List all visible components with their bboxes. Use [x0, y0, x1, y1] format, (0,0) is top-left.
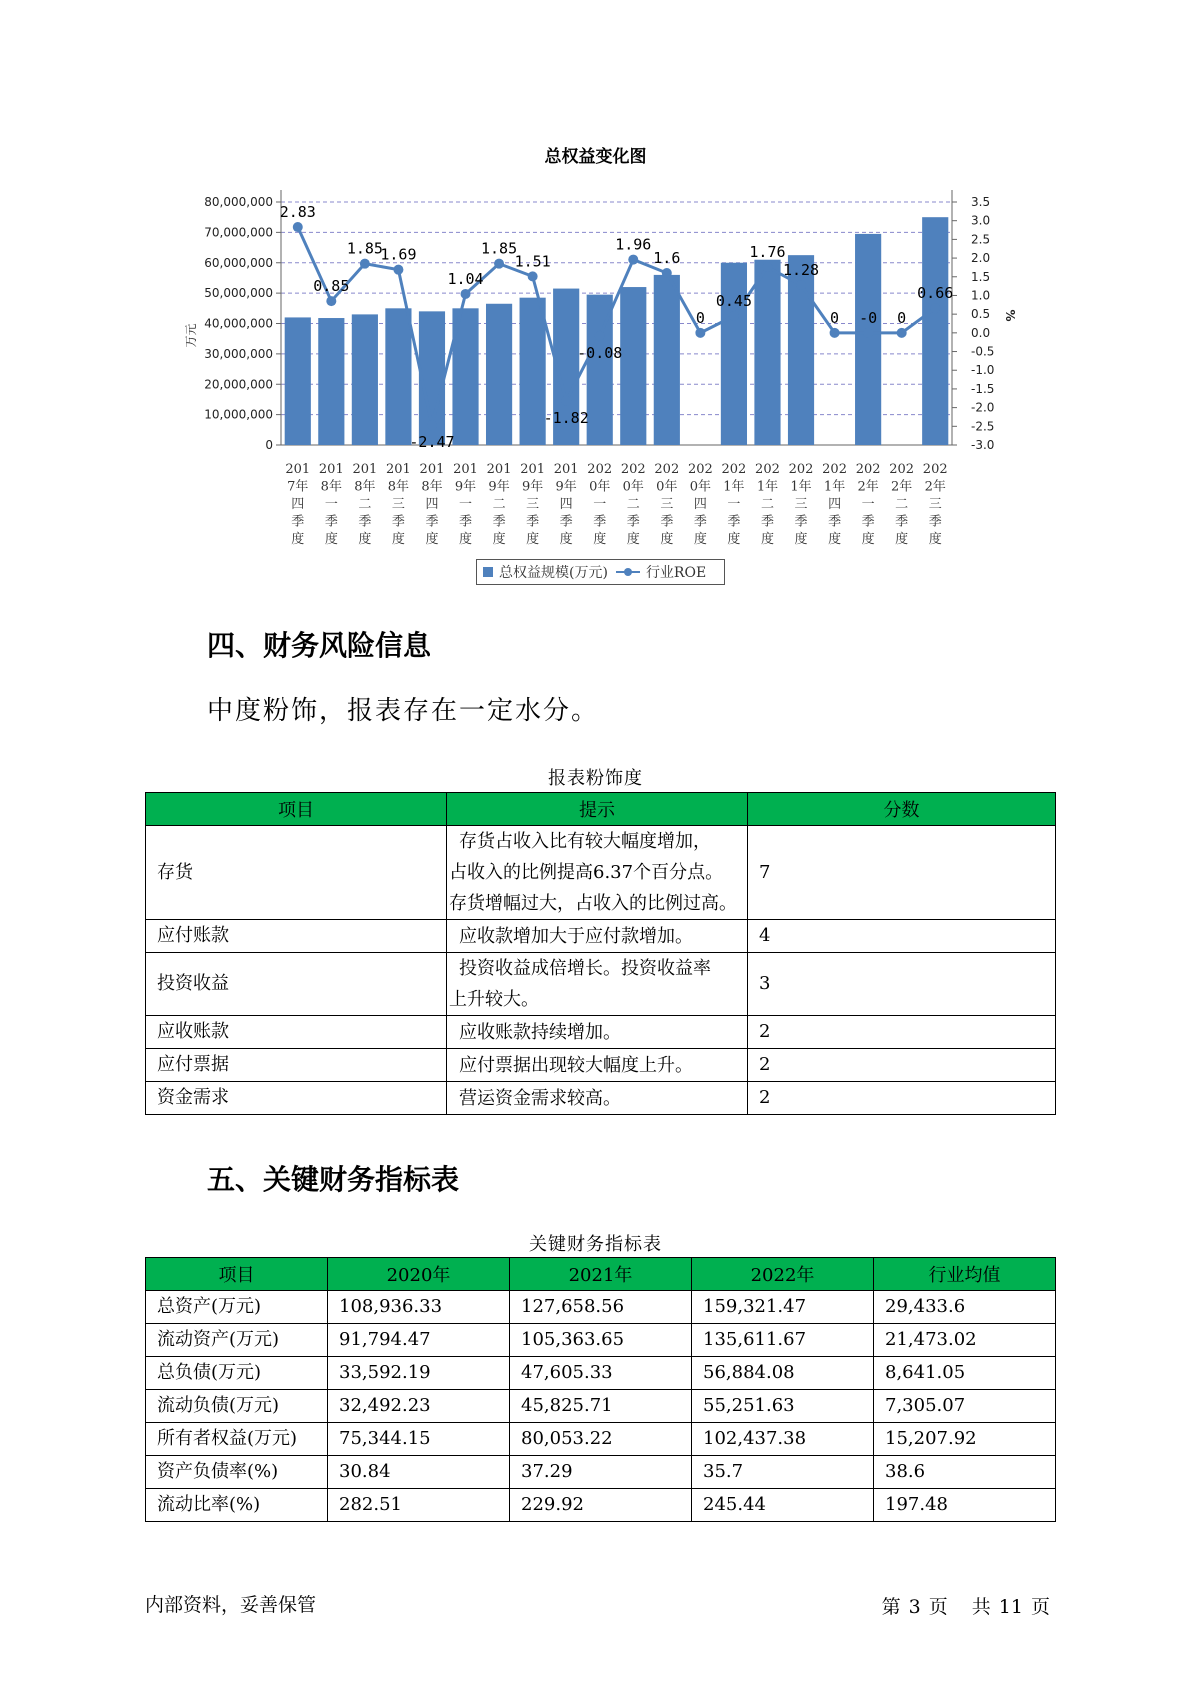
equity-chart	[0, 0, 1191, 560]
risk-hint	[447, 1049, 748, 1082]
y-tick-label: 70,000,000	[204, 225, 273, 240]
roe-point	[695, 328, 705, 338]
kpi-row	[146, 1423, 1056, 1456]
bar	[654, 275, 680, 445]
y2-tick-label: -3.0	[971, 438, 995, 452]
risk-hint	[447, 826, 748, 920]
bar	[922, 217, 948, 445]
kpi-value: 135,611.67	[692, 1324, 874, 1357]
roe-point	[393, 265, 403, 275]
risk-item: 资金需求	[146, 1082, 447, 1115]
bar	[385, 308, 411, 445]
y2-tick-label: -0.5	[971, 344, 995, 359]
risk-item: 存货	[146, 826, 447, 920]
page-num: 3	[908, 1596, 921, 1618]
kpi-item: 流动资产(万元)	[146, 1324, 328, 1357]
total-prefix: 共	[971, 1596, 991, 1618]
roe-data-label: 1.6	[653, 249, 681, 268]
roe-data-label: 2.83	[279, 203, 316, 222]
roe-point	[494, 259, 504, 269]
kpi-value: 127,658.56	[510, 1291, 692, 1324]
bar	[620, 287, 646, 445]
roe-data-label: 0.85	[313, 277, 350, 296]
roe-point	[762, 262, 772, 272]
risk-header-hint: 提示	[447, 793, 748, 826]
roe-data-label: 0.66	[917, 284, 954, 303]
risk-item: 应收账款	[146, 1016, 447, 1049]
kpi-value: 47,605.33	[510, 1357, 692, 1390]
kpi-value: 56,884.08	[692, 1357, 874, 1390]
y2-tick-label: 2.5	[971, 232, 991, 247]
roe-point	[360, 259, 370, 269]
roe-data-label: -1.82	[543, 408, 589, 427]
x-tick-label: 202 2年三季度	[922, 462, 948, 547]
risk-summary: 中度粉饰，报表存在一定水分。	[207, 696, 600, 726]
kpi-value: 80,053.22	[510, 1423, 692, 1456]
risk-hint	[447, 920, 748, 953]
roe-data-label: 1.96	[615, 235, 652, 254]
roe-data-label: 0	[830, 308, 840, 327]
kpi-value: 33,592.19	[328, 1357, 510, 1390]
kpi-value: 229.92	[510, 1489, 692, 1522]
kpi-item: 资产负债率(%)	[146, 1456, 328, 1489]
y-tick-label: 50,000,000	[204, 286, 273, 301]
legend-line-label: 行业ROE	[645, 565, 707, 581]
bar	[721, 263, 747, 445]
roe-point	[897, 328, 907, 338]
roe-point	[830, 328, 840, 338]
risk-hint-line: 存货占收入比有较大幅度增加，	[459, 831, 711, 852]
roe-data-label: 1.85	[346, 239, 383, 258]
legend-bar-swatch	[483, 567, 493, 577]
roe-point	[326, 296, 336, 306]
roe-point	[427, 420, 437, 430]
risk-score: 2	[748, 1082, 1056, 1115]
roe-point	[662, 268, 672, 278]
y-tick-label: 10,000,000	[204, 407, 273, 422]
y-tick-label: 0	[265, 438, 273, 452]
kpi-value: 159,321.47	[692, 1291, 874, 1324]
kpi-value: 55,251.63	[692, 1390, 874, 1423]
risk-score: 3	[748, 953, 1056, 1016]
y2-tick-label: 3.5	[971, 195, 991, 209]
kpi-header-2021: 2021年	[510, 1258, 692, 1291]
kpi-value: 102,437.38	[692, 1423, 874, 1456]
risk-hint	[447, 953, 748, 1016]
page-prefix: 第	[881, 1596, 901, 1618]
kpi-header-item: 项目	[146, 1258, 328, 1291]
kpi-value: 75,344.15	[328, 1423, 510, 1456]
risk-score: 2	[748, 1049, 1056, 1082]
risk-score: 2	[748, 1016, 1056, 1049]
roe-point	[930, 303, 940, 313]
x-tick-label: 201 7年四季度	[285, 462, 311, 547]
kpi-item: 流动比率(%)	[146, 1489, 328, 1522]
bar	[520, 298, 546, 445]
kpi-value: 8,641.05	[874, 1357, 1056, 1390]
roe-data-label: 1.28	[782, 260, 820, 279]
y2-tick-label: 1.5	[971, 269, 991, 284]
bar	[855, 234, 881, 445]
kpi-header-2022: 2022年	[692, 1258, 874, 1291]
risk-row	[146, 1016, 1056, 1049]
kpi-value: 37.29	[510, 1456, 692, 1489]
risk-item: 应付账款	[146, 920, 447, 953]
y2-tick-label: -1.5	[971, 381, 995, 396]
x-tick-label: 202 2年一季度	[855, 462, 881, 547]
y-tick-label: 40,000,000	[204, 316, 273, 331]
kpi-value: 35.7	[692, 1456, 874, 1489]
roe-data-label: 1.85	[481, 239, 518, 258]
risk-row	[146, 1082, 1056, 1115]
kpi-value: 45,825.71	[510, 1390, 692, 1423]
bar	[486, 304, 512, 445]
x-tick-label: 202 0年二季度	[620, 462, 646, 547]
x-tick-label: 201 8年四季度	[419, 462, 445, 547]
risk-hint-line: 存货增幅过大，占收入的比例过高。	[449, 893, 737, 914]
risk-row	[146, 826, 1056, 920]
bar	[754, 260, 780, 445]
risk-hint-line: 投资收益成倍增长。投资收益率	[459, 958, 711, 979]
roe-data-label: 1.76	[749, 243, 786, 262]
kpi-item: 总资产(万元)	[146, 1291, 328, 1324]
risk-table-caption: 报表粉饰度	[548, 768, 643, 789]
y2-tick-label: 0.5	[971, 307, 991, 322]
roe-point	[293, 222, 303, 232]
x-tick-label: 202 0年四季度	[687, 462, 713, 547]
kpi-row	[146, 1357, 1056, 1390]
bar	[352, 314, 378, 445]
roe-data-label: -0.08	[577, 343, 623, 362]
y-tick-label: 30,000,000	[204, 346, 273, 361]
kpi-value: 108,936.33	[328, 1291, 510, 1324]
risk-hint-line: 应收款增加大于应付款增加。	[459, 925, 693, 947]
legend-bar-label: 总权益规模(万元)	[499, 565, 608, 581]
kpi-row	[146, 1489, 1056, 1522]
x-tick-label: 201 9年二季度	[486, 462, 512, 547]
risk-hint-line: 占收入的比例提高6.37个百分点。	[449, 862, 724, 883]
kpi-row	[146, 1291, 1056, 1324]
roe-point	[628, 255, 638, 265]
roe-data-label: 1.69	[380, 245, 417, 264]
roe-data-label: 1.04	[447, 269, 484, 288]
total-num: 11	[998, 1596, 1023, 1618]
kpi-row	[146, 1456, 1056, 1489]
risk-hint-line: 应收账款持续增加。	[459, 1021, 621, 1043]
risk-row	[146, 953, 1056, 1016]
roe-data-label: 0	[695, 308, 705, 327]
risk-table	[145, 792, 1056, 1115]
y2-tick-label: -2.5	[971, 419, 995, 434]
chart-legend	[476, 559, 725, 585]
y2-tick-label: -2.0	[971, 400, 995, 415]
roe-data-label: 1.51	[514, 252, 551, 271]
kpi-item: 总负债(万元)	[146, 1357, 328, 1390]
roe-point	[561, 396, 571, 406]
kpi-table-caption: 关键财务指标表	[529, 1234, 662, 1255]
risk-hint-line: 应付票据出现较大幅度上升。	[459, 1054, 693, 1076]
roe-point	[528, 271, 538, 281]
section4-heading: 四、财务风险信息	[207, 629, 432, 662]
risk-hint	[447, 1016, 748, 1049]
roe-point	[796, 280, 806, 290]
kpi-value: 7,305.07	[874, 1390, 1056, 1423]
risk-hint	[447, 1082, 748, 1115]
legend-line-swatch	[616, 567, 640, 577]
risk-row	[146, 1049, 1056, 1082]
kpi-header-2020: 2020年	[328, 1258, 510, 1291]
roe-point	[461, 289, 471, 299]
y-tick-label: 80,000,000	[204, 195, 273, 209]
roe-point	[595, 331, 605, 341]
risk-item: 应付票据	[146, 1049, 447, 1082]
kpi-value: 32,492.23	[328, 1390, 510, 1423]
roe-data-label: -2.47	[409, 433, 455, 452]
kpi-item: 所有者权益(万元)	[146, 1423, 328, 1456]
y2-tick-label: 0.0	[971, 325, 991, 340]
y2-tick-label: 1.0	[971, 288, 991, 303]
risk-hint-line: 营运资金需求较高。	[459, 1087, 621, 1109]
y2-tick-label: -1.0	[971, 363, 995, 378]
x-tick-label: 202 1年四季度	[822, 462, 847, 547]
page-unit: 页	[928, 1596, 948, 1618]
kpi-value: 197.48	[874, 1489, 1056, 1522]
kpi-value: 245.44	[692, 1489, 874, 1522]
risk-score: 4	[748, 920, 1056, 953]
roe-data-label: 0	[897, 308, 907, 327]
x-tick-label: 201 8年二季度	[352, 462, 378, 547]
kpi-value: 21,473.02	[874, 1324, 1056, 1357]
x-tick-label: 202 1年三季度	[788, 462, 814, 547]
footer-confidential: 内部资料，妥善保管	[145, 1594, 317, 1616]
kpi-table	[145, 1257, 1056, 1522]
risk-header-item: 项目	[146, 793, 447, 826]
y2-axis-title: %	[1003, 309, 1017, 322]
risk-header-score: 分数	[748, 793, 1056, 826]
risk-item: 投资收益	[146, 953, 447, 1016]
roe-point	[729, 311, 739, 321]
y2-tick-label: 3.0	[971, 213, 991, 228]
x-tick-label: 201 9年四季度	[553, 462, 579, 547]
kpi-value: 91,794.47	[328, 1324, 510, 1357]
x-tick-label: 201 9年三季度	[520, 462, 546, 547]
total-unit: 页	[1030, 1596, 1050, 1618]
chart-title: 总权益变化图	[544, 147, 647, 167]
roe-data-label: 0.45	[715, 292, 752, 311]
y2-tick-label: 2.0	[971, 251, 991, 266]
kpi-value: 282.51	[328, 1489, 510, 1522]
x-tick-label: 201 8年一季度	[318, 462, 344, 547]
risk-hint-line: 上升较大。	[449, 989, 539, 1010]
kpi-value: 15,207.92	[874, 1423, 1056, 1456]
kpi-value: 38.6	[874, 1456, 1056, 1489]
section5-heading: 五、关键财务指标表	[207, 1163, 460, 1196]
x-tick-label: 202 0年三季度	[654, 462, 680, 547]
risk-row	[146, 920, 1056, 953]
x-tick-label: 202 1年一季度	[721, 462, 747, 547]
y-tick-label: 20,000,000	[204, 377, 273, 392]
risk-score: 7	[748, 826, 1056, 920]
kpi-item: 流动负债(万元)	[146, 1390, 328, 1423]
roe-data-label: -0	[859, 308, 878, 327]
x-tick-label: 202 1年二季度	[755, 462, 780, 547]
x-tick-label: 202 0年一季度	[587, 462, 613, 547]
x-tick-label: 202 2年二季度	[889, 462, 915, 547]
page-number	[878, 1592, 1054, 1619]
kpi-value: 30.84	[328, 1456, 510, 1489]
x-tick-label: 201 8年三季度	[386, 462, 411, 547]
y-axis-title: 万元	[184, 323, 198, 348]
kpi-row	[146, 1390, 1056, 1423]
bar	[285, 317, 311, 445]
kpi-value: 29,433.6	[874, 1291, 1056, 1324]
y-tick-label: 60,000,000	[204, 255, 273, 270]
kpi-header-industry-avg: 行业均值	[874, 1258, 1056, 1291]
bar	[318, 318, 344, 445]
kpi-value: 105,363.65	[510, 1324, 692, 1357]
roe-point	[863, 328, 873, 338]
x-tick-label: 201 9年一季度	[453, 462, 478, 547]
kpi-row	[146, 1324, 1056, 1357]
